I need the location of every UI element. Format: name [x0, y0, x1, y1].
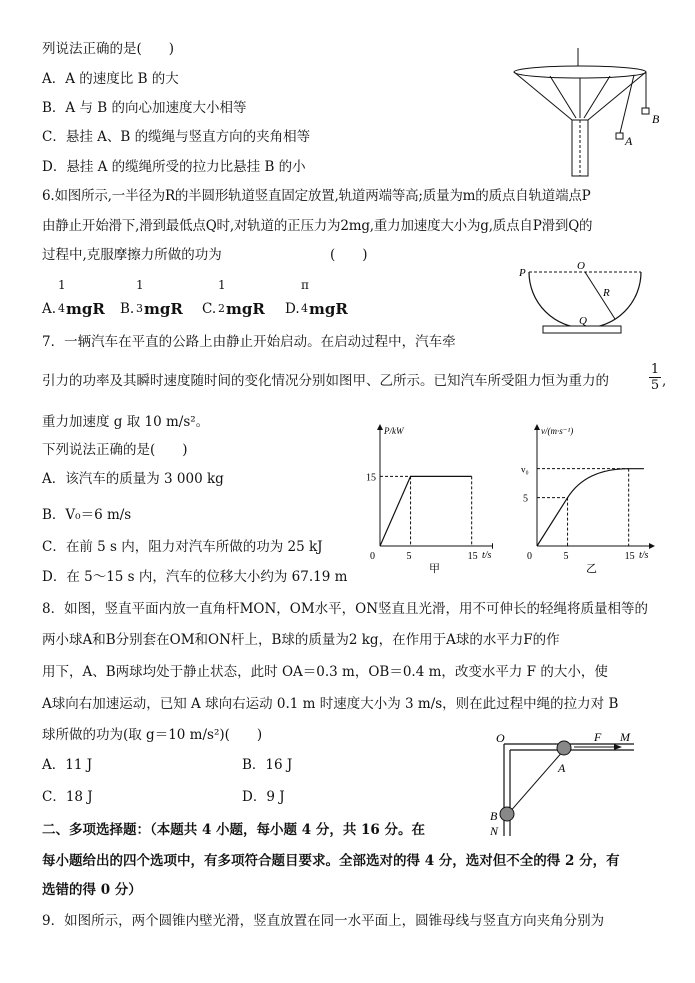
q6-line1: 6.如图所示,一半径为R的半圆形轨道竖直固定放置,轨道两端等高;质量为m的质点自轨道端点P [42, 188, 591, 204]
q7-line4: 下列说法正确的是( ) [42, 442, 188, 458]
q6-option-c-den: 2 [218, 302, 225, 315]
chart1-series-line [537, 469, 644, 546]
q6-option-d-prefix: D. [285, 301, 300, 317]
q7-option-d: D．在 5～15 s 内，汽车的位移大小约为 67.19 m [42, 569, 348, 585]
q7-line1: 7．一辆汽车在平直的公路上由静止开始启动。在启动过程中，汽车牵 [42, 334, 456, 350]
chart1-xtick-5: 5 [563, 551, 569, 562]
q8-rod-figure [484, 728, 644, 840]
q8-line1: 8．如图，竖直平面内放一直角杆MON，OM水平，ON竖直且光滑，用不可伸长的轻绳将质量相等的 [42, 601, 649, 617]
q7-line2: 引力的功率及其瞬时速度随时间的变化情况分别如图甲、乙所示。已知汽车所受阻力恒为重力的 [42, 373, 609, 389]
q5-option-a: A．A 的速度比 B 的大 [42, 71, 179, 87]
chart0-xtick-5: 5 [406, 551, 412, 562]
chart0-ytick-15: 15 [366, 472, 376, 484]
q9-line1: 9．如图所示，两个圆锥内壁光滑，竖直放置在同一水平面上，圆锥母线与竖直方向夹角分别为 [42, 913, 605, 929]
q6-line2: 由静止开始滑下,滑到最低点Q时,对轨道的正压力为2mg,重力加速度大小为g,质点自P滑到Q的 [42, 218, 593, 234]
q6-option-c-frac: 1 [218, 278, 226, 292]
q8-option-a: A．11 J [42, 757, 93, 773]
chart1-title: 乙 [586, 563, 597, 575]
q7-fraction: 1 5 [650, 362, 660, 393]
q6-label-q: Q [579, 315, 587, 327]
q6-option-a-prefix: A. [42, 301, 57, 317]
q5-label-b: B [652, 112, 660, 126]
chart1-x-arrow [649, 543, 655, 549]
q8-option-b: B．16 J [242, 757, 293, 773]
q6-option-c-suffix: mgR [226, 300, 265, 318]
chart0-y-arrow [377, 424, 383, 430]
q7-option-c: C．在前 5 s 内，阻力对汽车所做的功为 25 kJ [42, 539, 323, 555]
q5-option-d: D．悬挂 A 的缆绳所受的拉力比悬挂 B 的小 [42, 159, 306, 175]
q8-option-d: D．9 J [242, 789, 285, 805]
q7-chart-velocity [515, 420, 675, 580]
section2-line1: 二、多项选择题：（本题共 4 小题，每小题 4 分，共 16 分。在 [42, 822, 426, 838]
q6-option-d-frac: π [301, 278, 309, 292]
q8-label-o: O [496, 731, 505, 745]
chart1-ytick-v0: v₀ [521, 464, 529, 475]
chart1-xlabel: t/s [639, 550, 649, 561]
q6-option-d-suffix: mgR [309, 300, 348, 318]
chart0-x-arrow [492, 543, 493, 549]
q5-option-c: C．悬挂 A、B 的缆绳与竖直方向的夹角相等 [42, 129, 311, 145]
q7-option-b: B．V₀＝6 m/s [42, 507, 132, 523]
q7-chart-power [358, 420, 493, 580]
q8-label-n: N [490, 824, 499, 838]
q5-label-a: A [625, 134, 633, 148]
chart1-y-arrow [534, 424, 540, 430]
q7-line3: 重力加速度 g 取 10 m/s²。 [42, 414, 210, 430]
q5-option-b: B．A 与 B 的向心加速度大小相等 [42, 100, 247, 116]
q8-line3: 用下，A、B两球均处于静止状态，此时 OA＝0.3 m，OB＝0.4 m，改变水平力 F 的大小，使 [42, 664, 608, 680]
q8-line4: A球向右加速运动，已知 A 球向右运动 0.1 m 时速度大小为 3 m/s，则在此过程中绳的拉力对 B [42, 696, 619, 712]
chart0-ylabel: P/kW [384, 426, 404, 436]
q6-option-a-frac: 1 [58, 278, 66, 292]
section2-line3: 选错的得 0 分） [42, 882, 142, 898]
q8-line5: 球所做的功为(取 g＝10 m/s²)( ) [42, 727, 263, 743]
q6-label-o: O [577, 262, 585, 272]
chart1-ytick-5: 5 [523, 493, 528, 505]
q5-carousel-figure [510, 48, 670, 183]
chart0-xtick-0: 0 [370, 551, 375, 562]
q8-line2: 两小球A和B分别套在OM和ON杆上，B球的质量为2 kg，在作用于A球的水平力F的作 [42, 632, 560, 648]
q6-semicircle-figure [515, 262, 655, 340]
q6-label-r: R [603, 287, 610, 299]
chart0-series-line [380, 476, 472, 546]
chart0-xtick-15: 15 [467, 551, 478, 562]
chart1-xtick-0: 0 [527, 551, 532, 562]
q5-stem-end: 列说法正确的是( ) [42, 41, 175, 57]
q6-option-a-suffix: mgR [66, 300, 105, 318]
section2-line2: 每小题给出的四个选项中，有多项符合题目要求。全部选对的得 4 分，选对但不全的得 2 分，有 [42, 853, 620, 869]
chart1-ylabel: v/(m·s⁻¹) [541, 426, 574, 436]
q7-option-a: A．该汽车的质量为 3 000 kg [42, 471, 224, 487]
q8-label-b: B [490, 809, 498, 823]
q8-label-f: F [594, 730, 602, 744]
q6-option-d-den: 4 [301, 302, 308, 315]
chart0-title: 甲 [429, 563, 440, 575]
q6-option-b-prefix: B. [120, 301, 135, 317]
q6-option-b-den: 3 [136, 302, 143, 315]
q6-option-b-frac: 1 [136, 278, 144, 292]
q6-label-p: P [519, 267, 526, 279]
chart0-xlabel: t/s [482, 550, 492, 561]
q6-answer-paren: ( ) [330, 247, 368, 263]
q6-option-c-prefix: C. [202, 301, 217, 317]
q6-option-a-den: 4 [58, 302, 65, 315]
q8-option-c: C．18 J [42, 789, 93, 805]
q6-option-b-suffix: mgR [144, 300, 183, 318]
q8-label-m: M [620, 730, 630, 744]
q8-label-a: A [558, 761, 566, 775]
chart1-xtick-15: 15 [624, 551, 635, 562]
q6-line3: 过程中,克服摩擦力所做的功为 [42, 247, 222, 263]
